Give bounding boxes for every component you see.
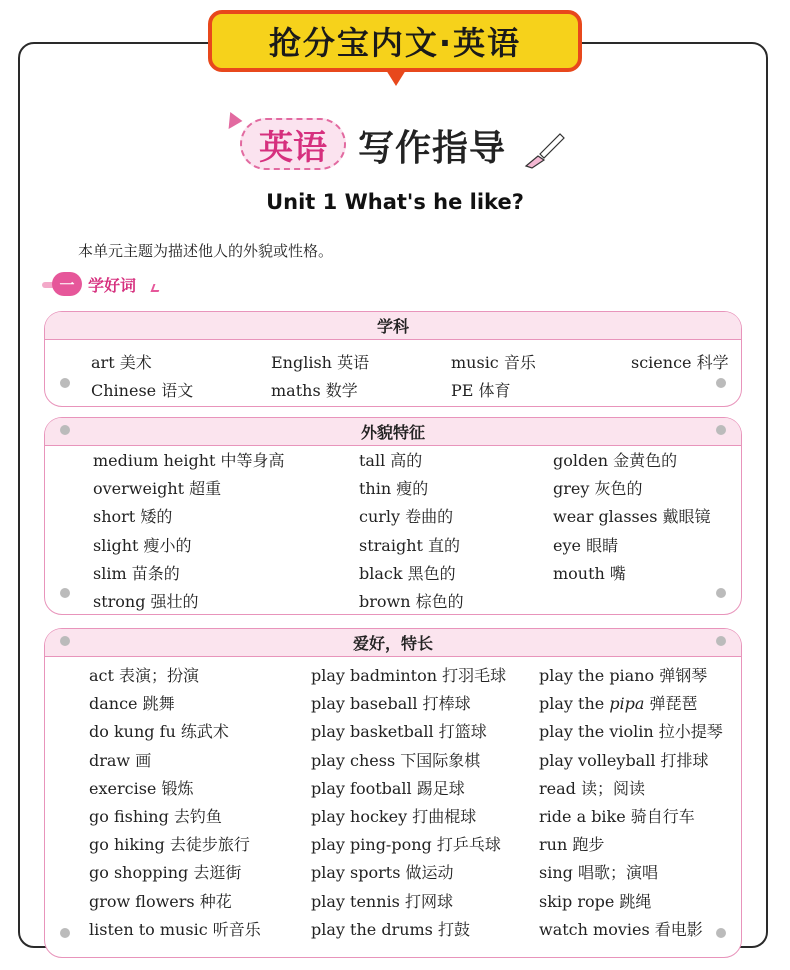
vocab-item: tall 高的 [359, 451, 423, 470]
binding-ring [716, 636, 726, 646]
header-banner [208, 10, 582, 72]
vocab-item: go shopping 去逛街 [89, 863, 242, 883]
vocab-item: slight 瘦小的 [93, 535, 192, 555]
vocab-item: listen to music 听音乐 [89, 919, 261, 939]
vocab-item: play the violin 拉小提琴 [539, 722, 723, 742]
vocab-item: maths 数学 [271, 381, 358, 400]
vocab-item: golden 金黄色的 [553, 451, 678, 470]
hobbies-table [44, 628, 742, 958]
vocab-item: play tennis 打网球 [311, 891, 453, 911]
vocab-item: play the pipa 弹琵琶 [539, 694, 698, 714]
vocab-item: eye 眼睛 [553, 535, 619, 555]
vocab-item: exercise 锻炼 [89, 778, 194, 798]
vocab-item: play the piano 弹钢琴 [539, 666, 708, 685]
vocab-item: music 音乐 [451, 353, 536, 372]
vocab-item: play badminton 打羽毛球 [311, 666, 507, 685]
learn-words-label: 学好词 [88, 276, 137, 295]
binding-ring [60, 378, 70, 388]
vocab-item: overweight 超重 [93, 479, 222, 499]
binding-ring [60, 928, 70, 938]
banner-pointer [386, 70, 406, 86]
table-heading: 外貌特征 [45, 418, 741, 446]
vocab-item: dance 跳舞 [89, 694, 175, 714]
table-heading: 学科 [45, 312, 741, 340]
vocab-item: wear glasses 戴眼镜 [553, 507, 711, 527]
vocab-item: go hiking 去徒步旅行 [89, 835, 250, 855]
intro-text: 本单元主题为描述他人的外貌或性格。 [78, 242, 334, 260]
vocab-item: watch movies 看电影 [539, 919, 703, 939]
vocab-item: draw 画 [89, 750, 152, 770]
vocab-item: curly 卷曲的 [359, 507, 454, 527]
section-title [232, 112, 572, 174]
vocab-item: play hockey 打曲棍球 [311, 807, 477, 826]
binding-ring [716, 378, 726, 388]
brush-icon [522, 130, 566, 170]
vocab-item: act 表演；扮演 [89, 666, 200, 685]
vocab-item: do kung fu 练武术 [89, 722, 229, 742]
vocab-item: art 美术 [91, 353, 152, 372]
section-tag-label: 英语 [259, 127, 327, 168]
binding-ring [60, 636, 70, 646]
vocab-item: go fishing 去钓鱼 [89, 807, 222, 826]
vocab-item: play basketball 打篮球 [311, 722, 487, 742]
vocab-item: PE 体育 [451, 381, 511, 400]
vocab-item: brown 棕色的 [359, 592, 464, 611]
vocab-item: play the drums 打鼓 [311, 919, 470, 939]
table-heading: 爱好，特长 [45, 629, 741, 657]
vocab-item: thin 瘦的 [359, 479, 429, 499]
binding-ring [716, 425, 726, 435]
vocab-item: play chess 下国际象棋 [311, 750, 481, 770]
vocab-item: play football 踢足球 [311, 778, 465, 798]
binding-ring [60, 425, 70, 435]
vocab-item: play baseball 打棒球 [311, 694, 471, 714]
vocab-item: mouth 嘴 [553, 563, 626, 583]
vocab-item: run 跑步 [539, 835, 605, 855]
vocab-item: science 科学 [631, 353, 729, 372]
binding-ring [716, 588, 726, 598]
appearance-table [44, 417, 742, 615]
vocab-item: grow flowers 种花 [89, 891, 232, 911]
banner-title: 抢分宝内文·英语 [268, 24, 522, 62]
vocab-item: slim 苗条的 [93, 563, 180, 583]
vocab-item: Chinese 语文 [91, 381, 194, 400]
vocab-item: medium height 中等身高 [93, 451, 285, 470]
vocab-item: grey 灰色的 [553, 479, 643, 499]
vocab-item: read 读；阅读 [539, 778, 645, 798]
vocab-item: sing 唱歌；演唱 [539, 863, 658, 883]
vocab-item: ride a bike 骑自行车 [539, 807, 695, 826]
unit-title: Unit 1 What's he like? [266, 190, 524, 214]
section-heading: 写作指导 [358, 127, 507, 169]
vocab-item: black 黑色的 [359, 563, 456, 583]
vocab-item: skip rope 跳绳 [539, 891, 652, 911]
vocab-item: play ping-pong 打乒乓球 [311, 835, 501, 855]
vocab-item: short 矮的 [93, 507, 173, 527]
vocab-item: strong 强壮的 [93, 592, 199, 611]
vocab-item: play volleyball 打排球 [539, 750, 709, 770]
vocab-item: play sports 做运动 [311, 863, 454, 883]
binding-ring [60, 588, 70, 598]
subject-table [44, 311, 742, 407]
vocab-item: English 英语 [271, 353, 370, 372]
binding-ring [716, 928, 726, 938]
vocab-item: straight 直的 [359, 535, 461, 555]
section-tag [240, 118, 346, 170]
number-badge: 一 [52, 272, 82, 296]
